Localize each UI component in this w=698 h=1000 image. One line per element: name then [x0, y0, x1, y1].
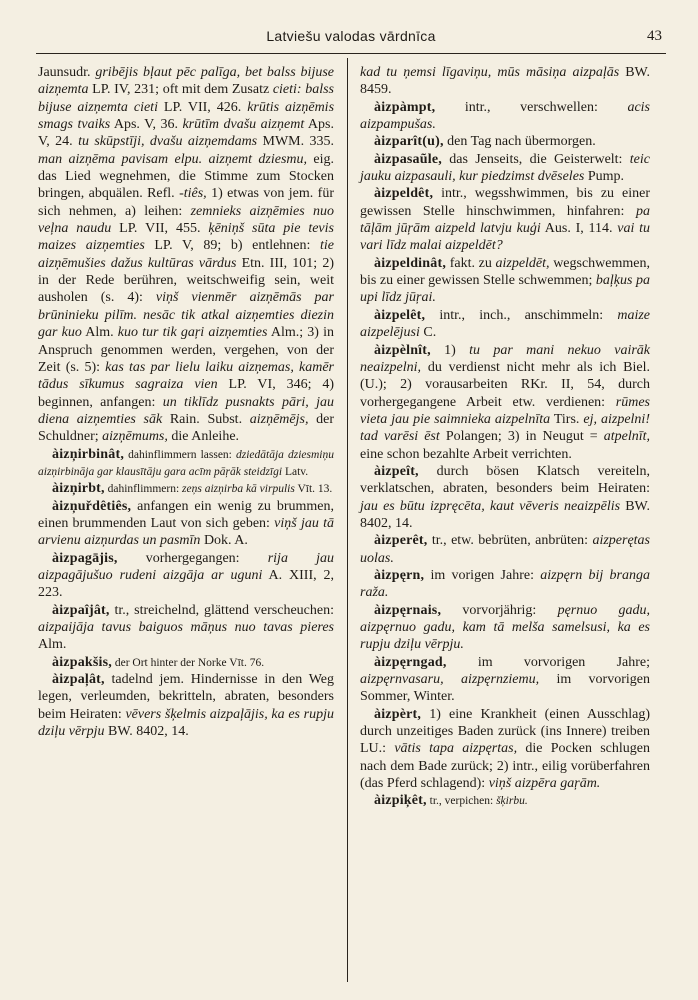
- entry-text: der Schuldner;: [38, 411, 334, 445]
- dictionary-entry: [360, 99, 650, 134]
- dictionary-entry: [360, 151, 650, 186]
- entry-example: aizpęrn bij branga raža.: [360, 567, 650, 601]
- entry-text: tr., streichelnd, glättend verscheuchen:: [109, 602, 334, 618]
- entry-text: BW. 8402, 14.: [360, 498, 650, 531]
- entry-text: anfangen ein wenig zu brummen, einen brummenden Laut von sich geben:: [38, 498, 334, 531]
- entry-text: wegschwemmen, bis zu einer gewissen Stelle schwemmen;: [360, 255, 650, 289]
- entry-headword: àizpęrngad,: [374, 654, 447, 670]
- entry-text: Polangen; 3) in Neugut =: [439, 429, 604, 445]
- entry-text: 1): [430, 342, 470, 358]
- entry-text: tadelnd jem. Hindernisse in den Weg legen, verleumden, bekritteln, abraten, besonders beim Heiraten:: [38, 672, 334, 722]
- dictionary-entry: [360, 307, 650, 342]
- entry-headword: àizpeldêt,: [374, 186, 434, 202]
- entry-example: kas tas par lielu laiku aizņemas, kamēr tādus sīkumus sagraiza vien: [38, 359, 334, 393]
- left-column: [38, 64, 334, 740]
- entry-headword: àizpèlnît,: [374, 342, 431, 358]
- entry-text: vorhergegangen:: [117, 550, 268, 566]
- entry-example: kad tu ņemsi līgaviņu, mūs māsiņa aizpaļās: [360, 65, 620, 80]
- entry-example: zemnieks aizņēmies nuo veļna naudu: [38, 203, 334, 237]
- entry-headword: àizpagājis,: [52, 550, 118, 566]
- entry-text: fakt. zu: [446, 255, 496, 271]
- entry-text: 1) eine Krankheit (einen Ausschlag) durch unzeitiges Baden zurück (ins Innere) treiben LU.:: [360, 706, 650, 757]
- entry-example: krūtīm dvašu aizņemt: [182, 117, 305, 133]
- column-divider: [347, 58, 348, 982]
- entry-text: Alm.: [38, 637, 67, 653]
- entry-text: LP. V, 89; b) entlehnen:: [144, 238, 320, 254]
- dictionary-entry: [360, 706, 650, 793]
- entry-text: vorvorjährig:: [441, 602, 558, 618]
- dictionary-entry: [360, 64, 650, 99]
- entry-example: krūtis aizņēmis smags tvaiks: [38, 99, 335, 133]
- dictionary-entry: [360, 342, 650, 463]
- entry-example: ej, aizpelni! tad varēsi ēst: [360, 411, 650, 445]
- dictionary-entry: [360, 602, 650, 654]
- entry-example: viņš jau tā arvienu aizņurdas un pasmīn: [38, 515, 334, 549]
- entry-headword: àizņuřdêtiês,: [52, 498, 132, 514]
- entry-example: zeņs aizņirba kā virpulis: [182, 483, 295, 496]
- entry-example: jau es būtu izpręcēta, kaut vēveris neaizpēlis: [360, 498, 621, 514]
- entry-text: im vorigen Jahre:: [424, 567, 541, 583]
- entry-text: eig. das Lied wegnehmen, die Stimme zum Stocken bringen, abquälen. Refl.: [38, 151, 334, 202]
- entry-example: tu skūpstīji, dvašu aizņemdams: [78, 134, 258, 150]
- entry-headword: àizpaîjât,: [52, 602, 110, 618]
- entry-example: teic jauku aizpasauli, kur piedzimst dvēseles: [360, 151, 650, 185]
- entry-example: -tiês,: [179, 186, 207, 202]
- entry-text: durch bösen Klatsch vereiteln, verklatschen, abraten, besonders beim Heiraten:: [360, 463, 650, 497]
- entry-example: un tiklīdz pusnakts pāri, jau diena aizņemties sāk: [38, 394, 335, 427]
- entry-example: pęrnuo gadu, aizpęrnuo gadu, kam tā melša samelsusi, ka es rupju dziļu vērpju.: [360, 602, 650, 653]
- entry-text: den Tag nach übermorgen.: [443, 134, 596, 150]
- dictionary-entry: [360, 185, 650, 254]
- entry-text: C.: [419, 325, 437, 341]
- dictionary-entry: [360, 133, 650, 150]
- entry-text: 1) etwas von jem. für sich nehmen, a) leihen:: [38, 186, 334, 219]
- entry-example: vēvers šķelmis aizpaļājis, ka es rupju dziļu vērpju: [38, 706, 335, 740]
- dictionary-entry: [38, 550, 334, 602]
- entry-text: MWM. 335.: [257, 134, 334, 150]
- entry-text: Alm.: [81, 325, 118, 341]
- entry-text: Aps. V, 24.: [38, 117, 334, 150]
- entry-headword: àizpeît,: [374, 463, 419, 479]
- entry-text: die Pocken schlugen nach dem Bade zurück; 2) intr., eilig vorüberfahren (das Pferd schlagend):: [360, 741, 650, 792]
- entry-example: tie aizņēmušies dažus kultūras vārdus: [38, 238, 334, 271]
- dictionary-entry: [360, 654, 650, 706]
- page-number: 43: [647, 28, 662, 44]
- entry-text: intr., wegsshwimmen, bis zu einer gewissen Stelle hinschwimmen, hinfahren:: [360, 186, 650, 219]
- dictionary-entry: [38, 446, 334, 481]
- entry-headword: àizņirbt,: [52, 481, 105, 497]
- entry-headword: àizpèrt,: [374, 706, 422, 722]
- entry-text: Latv.: [282, 465, 309, 478]
- entry-text: LP. VII, 455.: [111, 221, 209, 237]
- entry-text: Etn. III, 101; 2) in der Rede berühren, weitschweifig sein, weit ausholen (s. 4):: [38, 255, 335, 306]
- dictionary-entry: [38, 480, 334, 497]
- header-rule: [36, 53, 666, 54]
- entry-headword: àizpiķêt,: [374, 793, 427, 809]
- entry-text: A. XIII, 2, 223.: [38, 567, 334, 601]
- entry-text: intr., inch., anschimmeln:: [425, 307, 618, 323]
- entry-example: viņš aizpēra gaŗām.: [488, 776, 601, 792]
- entry-example: šķirbu.: [496, 795, 528, 808]
- entry-text: Alm.; 3) in Anspruch genommen werden, vergehen, von der Zeit (s. 5):: [38, 325, 334, 375]
- entry-example: acis aizpampušas.: [360, 99, 650, 133]
- entry-example: kuo tur tik gaŗi aizņemties: [117, 325, 268, 341]
- entry-example: baļķus pa upi līdz jūŗai.: [360, 273, 650, 306]
- entry-headword: àizpakšis,: [52, 654, 112, 670]
- entry-text: Aps. V, 36.: [110, 117, 183, 133]
- entry-text: im vorvorigen Sommer, Winter.: [360, 672, 650, 705]
- entry-example: dziedātāja dziesmiņu aizņirbināja gar klausītāju gara acīm pāŗāk steidzīgi: [38, 448, 334, 478]
- dictionary-entry: [38, 64, 334, 446]
- entry-example: rija jau aizpagājušuo rudeni aizgāja ar uguni: [38, 550, 334, 583]
- entry-text: dahinflimmern lassen:: [124, 448, 236, 461]
- entry-example: gribējis bļaut pēc palīga, bet balss bijuse aizņemta: [38, 65, 334, 98]
- entry-headword: àizpaļât,: [52, 672, 105, 688]
- entry-headword: àizpelêt,: [374, 307, 426, 323]
- dictionary-entry: [360, 463, 650, 532]
- entry-text: Vīt. 13.: [294, 483, 333, 496]
- entry-example: aizperętas uolas.: [360, 533, 650, 566]
- entry-headword: àizperêt,: [374, 533, 428, 549]
- entry-example: atpelnīt,: [603, 429, 651, 445]
- entry-text: LP. VII, 426.: [157, 99, 248, 115]
- entry-text: LP. IV, 231; oft mit dem Zusatz: [88, 82, 273, 98]
- dictionary-entry: [38, 654, 334, 671]
- entry-text: Dok. A.: [200, 533, 248, 549]
- right-column: [360, 64, 650, 810]
- entry-text: Aus. I, 114.: [540, 221, 618, 237]
- entry-headword: àizpàmpt,: [374, 99, 436, 115]
- entry-text: du verdienst nicht mehr als ich Biel. (U.); 2) vorausarbeiten RKr. II, 54, durch vorhergegangene Arbeit etw. verdienen:: [360, 359, 650, 410]
- entry-example: aizpaijāja tavus baiguos māņus nuo tavas pieres: [38, 620, 334, 635]
- entry-example: man aizņēma pavisam elpu. aizņemt dziesmu,: [38, 151, 308, 167]
- entry-example: ķēniņš sūta pie tevis maizes aizņemties: [38, 221, 334, 254]
- dictionary-entry: [38, 602, 334, 654]
- entry-example: tu par mani nekuo vairāk neaizpelni,: [360, 342, 651, 375]
- entry-example: aizpeldēt,: [495, 255, 550, 271]
- entry-text: im vorvorigen Jahre;: [446, 654, 650, 670]
- entry-example: viņš vienmēr aizņēmās par brūninieku pilīm. nesāc tik atkal aizņemties diezin gar kuo: [38, 290, 334, 341]
- entry-text: Tirs.: [550, 411, 584, 427]
- entry-text: Pump.: [584, 169, 625, 185]
- dictionary-entry: [38, 498, 334, 550]
- entry-text: das Jenseits, die Geisterwelt:: [441, 151, 630, 167]
- entry-example: pa tāļām jūŗām aizpeld latvju kuģi: [360, 203, 650, 237]
- entry-example: aizpęrnvasaru, aizpęrnziemu,: [360, 672, 540, 688]
- entry-text: die Anleihe.: [167, 429, 240, 445]
- running-title: Latviešu valodas vārdnīca: [266, 28, 436, 44]
- entry-example: vai tu vari līdz malai aizpeldēt?: [360, 221, 650, 254]
- entry-headword: àizņirbinât,: [52, 446, 125, 462]
- entry-example: maize aizpelējusi: [360, 307, 650, 341]
- entry-example: vātis tapa aizpęrtas,: [394, 741, 518, 757]
- entry-text: eine schon bezahlte Arbeit verrichten.: [360, 446, 572, 462]
- entry-text: Jaunsudr.: [38, 65, 96, 80]
- entry-text: dahinflimmern:: [104, 483, 183, 496]
- entry-headword: àizparît(u),: [374, 134, 444, 150]
- page-header: [36, 28, 666, 50]
- entry-text: tr., etw. bebrüten, anbrüten:: [427, 533, 593, 549]
- entry-example: cieti: balss bijuse aizņemta cieti: [38, 82, 334, 115]
- entry-text: tr., verpichen:: [426, 795, 497, 808]
- entry-text: BW. 8402, 14.: [104, 724, 189, 740]
- dictionary-entry: [360, 792, 650, 809]
- entry-text: intr., verschwellen:: [435, 99, 628, 115]
- entry-text: Rain. Subst.: [162, 411, 250, 427]
- entry-text: der Ort hinter der Norke Vīt. 76.: [111, 656, 265, 669]
- entry-headword: àizpęrnais,: [374, 602, 442, 618]
- dictionary-entry: [360, 532, 650, 567]
- entry-example: aizņēmējs,: [249, 411, 309, 427]
- dictionary-entry: [360, 567, 650, 602]
- entry-example: aizņēmums,: [102, 429, 168, 445]
- entry-headword: àizpasaũle,: [374, 151, 442, 167]
- entry-text: BW. 8459.: [360, 65, 650, 98]
- entry-example: rūmes vieta jau pie saimnieka aizpelnīta: [360, 394, 650, 427]
- entry-headword: àizpęrn,: [374, 567, 425, 583]
- dictionary-entry: [38, 671, 334, 740]
- entry-text: LP. VI, 346; 4) beginnen, anfangen:: [38, 377, 335, 410]
- dictionary-entry: [360, 255, 650, 307]
- entry-headword: àizpeldinât,: [374, 255, 447, 271]
